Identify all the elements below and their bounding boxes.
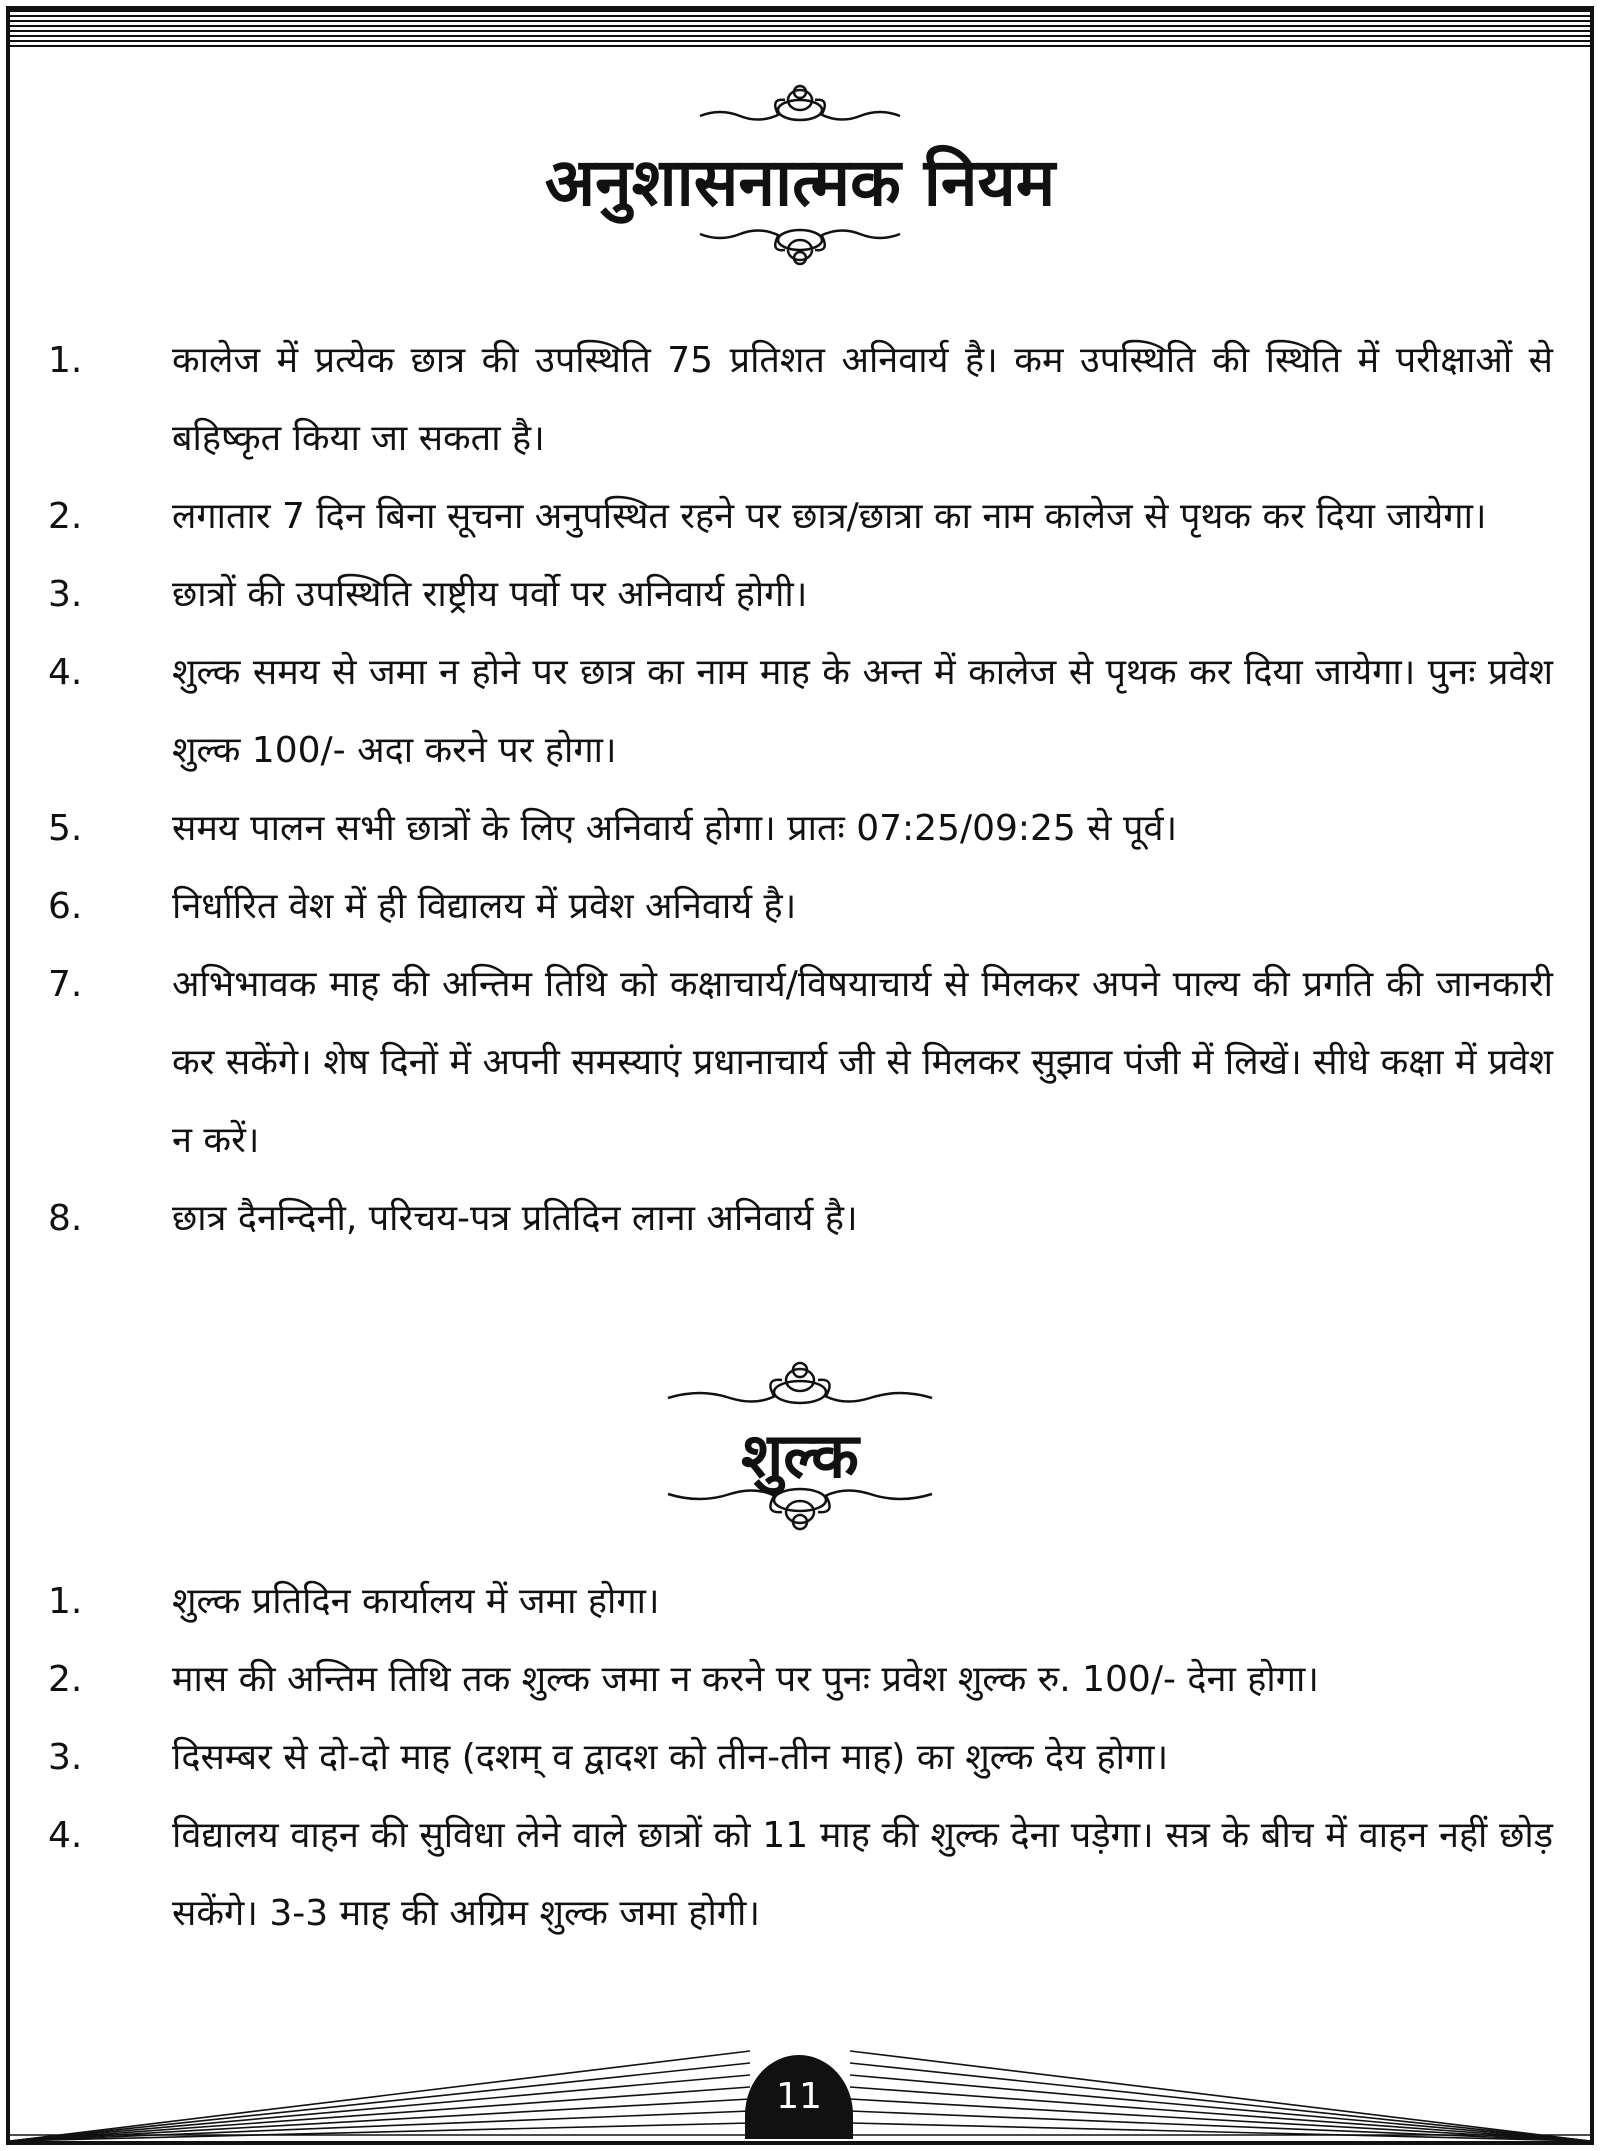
rule-item: [48, 634, 1553, 790]
rule-number: 6.: [48, 886, 83, 927]
top-decorative-lines: [10, 10, 1590, 50]
rule-number: 4.: [48, 652, 83, 693]
rule-text: छात्र दैनन्दिनी, परिचय-पत्र प्रतिदिन लाना अनिवार्य है।: [172, 1198, 858, 1239]
rule-text: कालेज में प्रत्येक छात्र की उपस्थिति 75 प्रतिशत अनिवार्य है। कम उपस्थिति की स्थिति में परीक्षाओं से बहिष्कृत किया जा सकता है।: [172, 340, 1553, 459]
rule-number: 8.: [48, 1198, 83, 1239]
fee-text: मास की अन्तिम तिथि तक शुल्क जमा न करने पर पुनः प्रवेश शुल्क रु. 100/- देना होगा।: [172, 1659, 1319, 1700]
rules-list: [48, 322, 1553, 1258]
rule-item: [48, 1180, 1553, 1258]
fee-text: दिसम्बर से दो-दो माह (दशम् व द्वादश को तीन-तीन माह) का शुल्क देय होगा।: [172, 1737, 1169, 1778]
rule-number: 5.: [48, 808, 83, 849]
fee-text: शुल्क प्रतिदिन कार्यालय में जमा होगा।: [172, 1581, 660, 1622]
fee-text: विद्यालय वाहन की सुविधा लेने वाले छात्रों को 11 माह की शुल्क देना पड़ेगा। सत्र के बीच में वाहन नहीं छोड़ सकेंगे। 3-3 माह की अग्रिम शुल्क जमा होगी।: [172, 1815, 1553, 1934]
rule-text: लगातार 7 दिन बिना सूचना अनुपस्थित रहने पर छात्र/छात्रा का नाम कालेज से पृथक कर दिया जायेगा।: [172, 496, 1487, 537]
rule-text: शुल्क समय से जमा न होने पर छात्र का नाम माह के अन्त में कालेज से पृथक कर दिया जायेगा। पुनः प्रवेश शुल्क 100/- अदा करने पर होगा।: [172, 652, 1553, 771]
rule-number: 2.: [48, 496, 83, 537]
rule-number: 3.: [48, 574, 83, 615]
fee-number: 1.: [48, 1581, 83, 1622]
fee-number: 4.: [48, 1815, 83, 1856]
ornament-top-rules: [0, 78, 1600, 128]
fees-list: [48, 1563, 1553, 1953]
rule-number: 7.: [48, 964, 83, 1005]
rule-item: [48, 556, 1553, 634]
fees-title: शुल्क: [741, 1419, 859, 1492]
rule-text: निर्धारित वेश में ही विद्यालय में प्रवेश अनिवार्य है।: [172, 886, 797, 927]
fee-item: [48, 1797, 1553, 1953]
rule-text: अभिभावक माह की अन्तिम तिथि को कक्षाचार्य/विषयाचार्य से मिलकर अपने पाल्य की प्रगति की जानकारी कर सकेंगे। शेष दिनों में अपनी समस्याएं प्रधानाचार्य जी से मिलकर सुझाव पंजी में लिखें। सीधे कक्षा में प्रवेश न करें।: [172, 964, 1553, 1161]
rule-text: समय पालन सभी छात्रों के लिए अनिवार्य होगा। प्रातः 07:25/09:25 से पूर्व।: [172, 808, 1178, 849]
rule-item: [48, 478, 1553, 556]
ornament-bottom-rules: [0, 222, 1600, 272]
rule-item: [48, 790, 1553, 868]
fee-number: 2.: [48, 1659, 83, 1700]
rule-item: [48, 946, 1553, 1180]
fee-item: [48, 1719, 1553, 1797]
rules-title: अनुशासनात्मक नियम: [544, 144, 1056, 221]
rule-number: 1.: [48, 340, 83, 381]
fee-number: 3.: [48, 1737, 83, 1778]
ornament-top-fees: [0, 1356, 1600, 1412]
fee-item: [48, 1563, 1553, 1641]
page-number: 11: [745, 2055, 853, 2139]
rule-item: [48, 322, 1553, 478]
ornament-bottom-fees: [0, 1480, 1600, 1536]
fee-item: [48, 1641, 1553, 1719]
rule-item: [48, 868, 1553, 946]
rule-text: छात्रों की उपस्थिति राष्ट्रीय पर्वो पर अनिवार्य होगी।: [172, 574, 808, 615]
